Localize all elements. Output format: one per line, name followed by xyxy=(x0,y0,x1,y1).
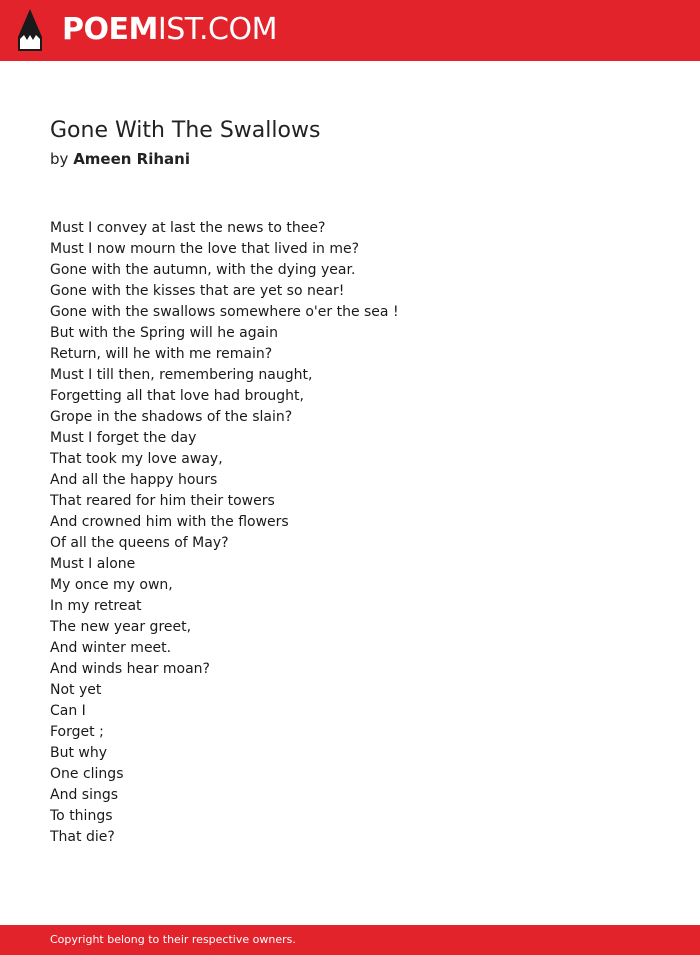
site-logo[interactable] xyxy=(62,11,277,49)
poem-line: Forgetting all that love had brought, xyxy=(50,388,304,404)
poem-line: Can I xyxy=(50,703,86,719)
poem-line: And all the happy hours xyxy=(50,472,218,488)
poem-line: Not yet xyxy=(50,682,102,698)
poem-line: But why xyxy=(50,745,108,761)
poem-line: Of all the queens of May? xyxy=(50,535,229,551)
logo-light-text: IST.COM xyxy=(157,12,277,47)
pencil-icon[interactable] xyxy=(18,9,42,51)
poem-line: In my retreat xyxy=(50,598,142,614)
poem-line: And crowned him with the flowers xyxy=(50,514,289,530)
poem-line: To things xyxy=(50,808,113,824)
poem-line: Gone with the autumn, with the dying year. xyxy=(50,262,356,278)
poem-line: Must I till then, remembering naught, xyxy=(50,367,313,383)
poem-line: Must I now mourn the love that lived in me? xyxy=(50,241,360,257)
by-label: by xyxy=(50,150,69,168)
byline xyxy=(50,149,190,169)
poem-line: But with the Spring will he again xyxy=(50,325,278,341)
author-name[interactable]: Ameen Rihani xyxy=(73,150,190,168)
poem-title: Gone With The Swallows xyxy=(50,118,321,143)
poem-line: Gone with the kisses that are yet so near! xyxy=(50,283,345,299)
poem-line: Return, will he with me remain? xyxy=(50,346,273,362)
poem-body xyxy=(50,218,650,848)
poem-line: Must I forget the day xyxy=(50,430,197,446)
poem-line: And winds hear moan? xyxy=(50,661,210,677)
poem-line: That reared for him their towers xyxy=(50,493,275,509)
poem-line: Gone with the swallows somewhere o'er the sea ! xyxy=(50,304,399,320)
site-header xyxy=(0,0,700,61)
poem-line: The new year greet, xyxy=(50,619,192,635)
poem-line: My once my own, xyxy=(50,577,173,593)
copyright-text: Copyright belong to their respective owners. xyxy=(50,933,296,946)
poem-line: One clings xyxy=(50,766,124,782)
poem-line: Forget ; xyxy=(50,724,104,740)
poem-line: And winter meet. xyxy=(50,640,172,656)
poem-line: Grope in the shadows of the slain? xyxy=(50,409,293,425)
poem-line: And sings xyxy=(50,787,119,803)
site-footer xyxy=(0,925,700,955)
poem-line: Must I alone xyxy=(50,556,136,572)
poem-line: That die? xyxy=(50,829,115,845)
poem-line: That took my love away, xyxy=(50,451,223,467)
logo-bold-text: POEM xyxy=(62,12,158,47)
poem-line: Must I convey at last the news to thee? xyxy=(50,220,326,236)
